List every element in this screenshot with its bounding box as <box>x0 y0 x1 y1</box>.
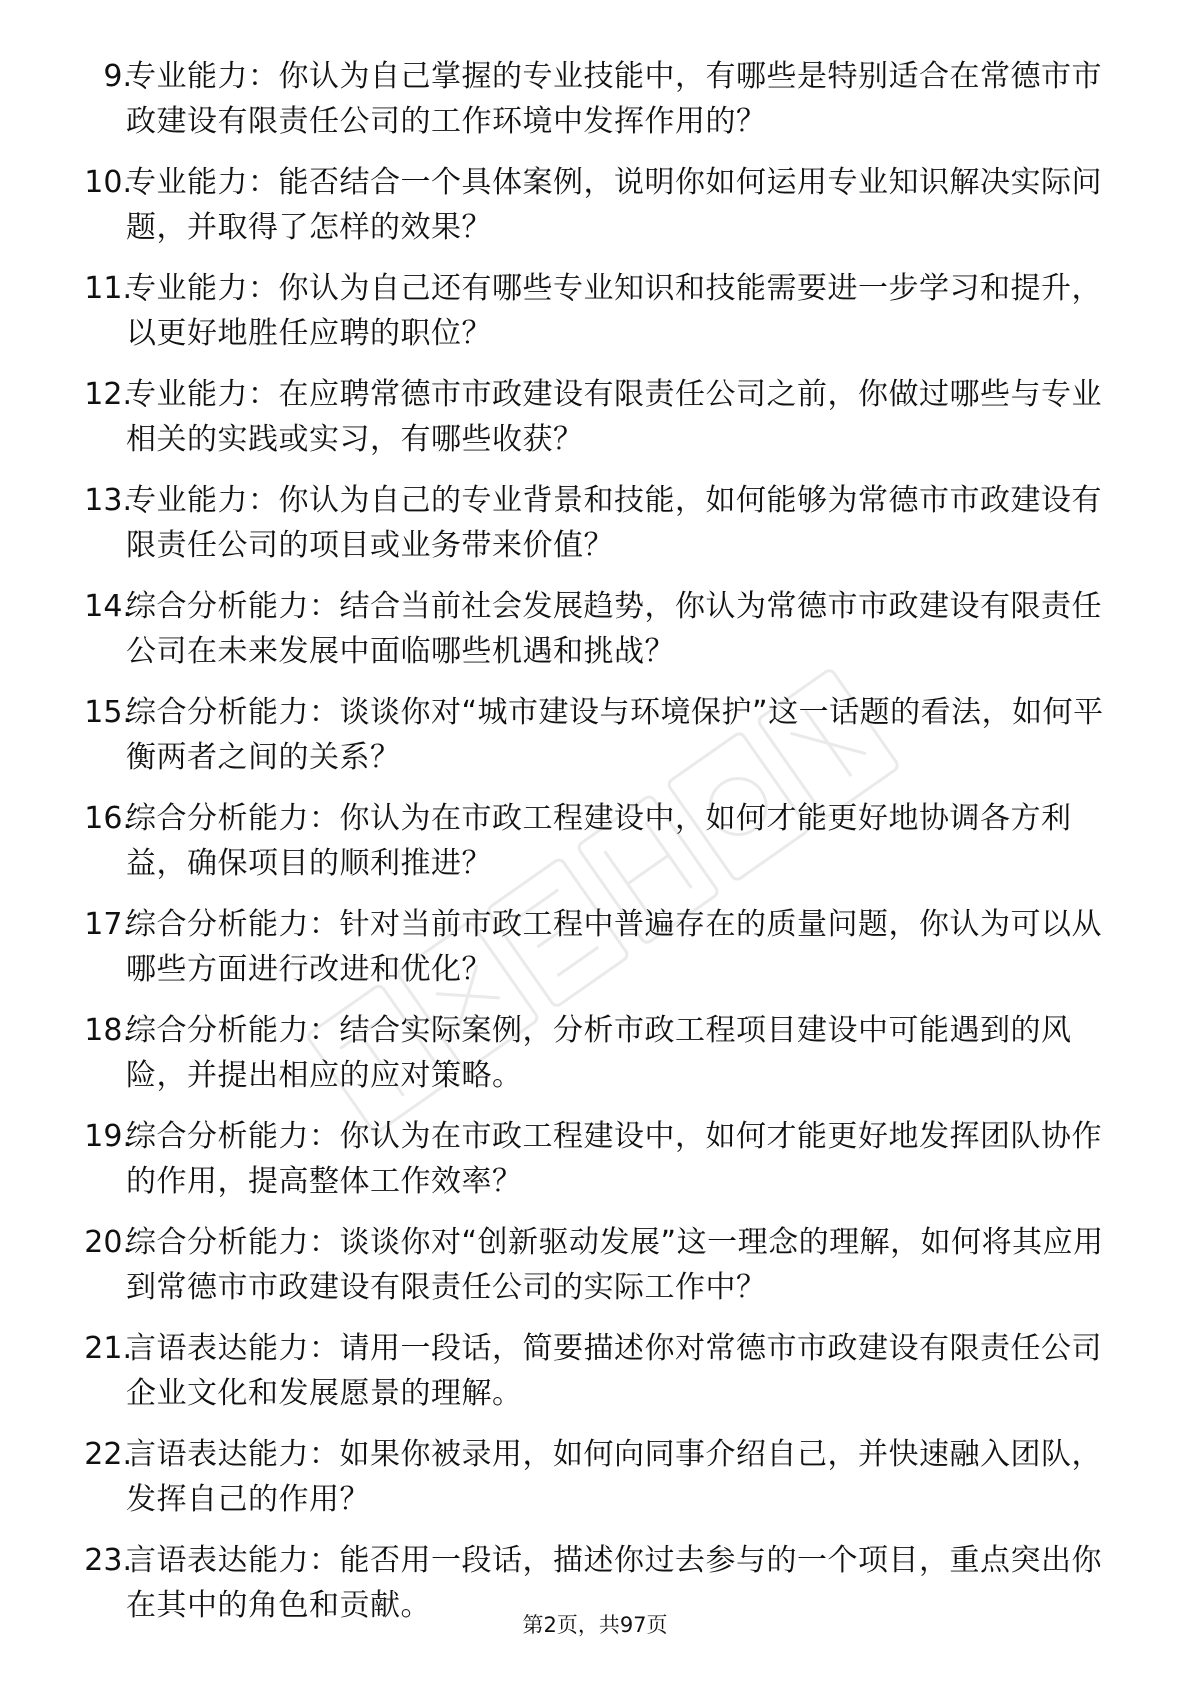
question-number: 9. <box>103 59 132 94</box>
question-text: 言语表达能力：如果你被录用，如何向同事介绍自己，并快速融入团队，发挥自己的作用？ <box>126 1437 1102 1517</box>
list-item <box>0 580 1190 686</box>
question-number: 10. <box>84 165 132 200</box>
question-text: 言语表达能力：请用一段话，简要描述你对常德市市政建设有限责任公司企业文化和发展愿景的理解。 <box>126 1331 1102 1411</box>
question-text: 言语表达能力：能否用一段话，描述你过去参与的一个项目，重点突出你在其中的角色和贡献。 <box>126 1543 1102 1623</box>
list-item <box>0 686 1190 792</box>
question-text: 专业能力：你认为自己掌握的专业技能中，有哪些是特别适合在常德市市政建设有限责任公司的工作环境中发挥作用的？ <box>126 59 1102 139</box>
page-footer <box>0 1610 1190 1640</box>
list-item <box>0 1322 1190 1428</box>
list-item <box>0 1004 1190 1110</box>
question-text: 综合分析能力：谈谈你对“创新驱动发展”这一理念的理解，如何将其应用到常德市市政建设有限责任公司的实际工作中？ <box>126 1225 1104 1305</box>
question-number: 22. <box>84 1437 132 1472</box>
question-text: 综合分析能力：针对当前市政工程中普遍存在的质量问题，你认为可以从哪些方面进行改进和优化？ <box>126 907 1102 987</box>
question-number: 13. <box>84 483 132 518</box>
question-text: 综合分析能力：结合实际案例，分析市政工程项目建设中可能遇到的风险，并提出相应的应对策略。 <box>126 1013 1072 1093</box>
question-number: 21. <box>84 1331 132 1366</box>
question-text: 综合分析能力：结合当前社会发展趋势，你认为常德市市政建设有限责任公司在未来发展中面临哪些机遇和挑战？ <box>126 589 1102 669</box>
list-item <box>0 1428 1190 1534</box>
question-text: 专业能力：你认为自己还有哪些专业知识和技能需要进一步学习和提升，以更好地胜任应聘的职位？ <box>126 271 1102 351</box>
question-number: 14. <box>84 589 132 624</box>
list-item <box>0 1216 1190 1322</box>
question-number: 18. <box>84 1013 132 1048</box>
page-number-label: 第2页，共97页 <box>522 1613 668 1637</box>
question-number: 17. <box>84 907 132 942</box>
list-item <box>0 368 1190 474</box>
question-number: 20. <box>84 1225 132 1260</box>
question-number: 23. <box>84 1543 132 1578</box>
question-text: 专业能力：在应聘常德市市政建设有限责任公司之前，你做过哪些与专业相关的实践或实习，有哪些收获？ <box>126 377 1102 457</box>
list-item <box>0 262 1190 368</box>
question-number: 19. <box>84 1119 132 1154</box>
question-text: 专业能力：能否结合一个具体案例，说明你如何运用专业知识解决实际问题，并取得了怎样的效果？ <box>126 165 1102 245</box>
list-item <box>0 50 1190 156</box>
question-text: 综合分析能力：你认为在市政工程建设中，如何才能更好地发挥团队协作的作用，提高整体工作效率？ <box>126 1119 1102 1199</box>
question-list <box>0 50 1190 1640</box>
question-number: 16. <box>84 801 132 836</box>
question-text: 专业能力：你认为自己的专业背景和技能，如何能够为常德市市政建设有限责任公司的项目或业务带来价值？ <box>126 483 1102 563</box>
question-number: 15. <box>84 695 132 730</box>
question-text: 综合分析能力：你认为在市政工程建设中，如何才能更好地协调各方利益，确保项目的顺利推进？ <box>126 801 1072 881</box>
list-item <box>0 474 1190 580</box>
list-item <box>0 898 1190 1004</box>
list-item <box>0 1110 1190 1216</box>
question-number: 11. <box>84 271 132 306</box>
list-item <box>0 156 1190 262</box>
question-number: 12. <box>84 377 132 412</box>
question-text: 综合分析能力：谈谈你对“城市建设与环境保护”这一话题的看法，如何平衡两者之间的关系？ <box>126 695 1104 775</box>
list-item <box>0 792 1190 898</box>
